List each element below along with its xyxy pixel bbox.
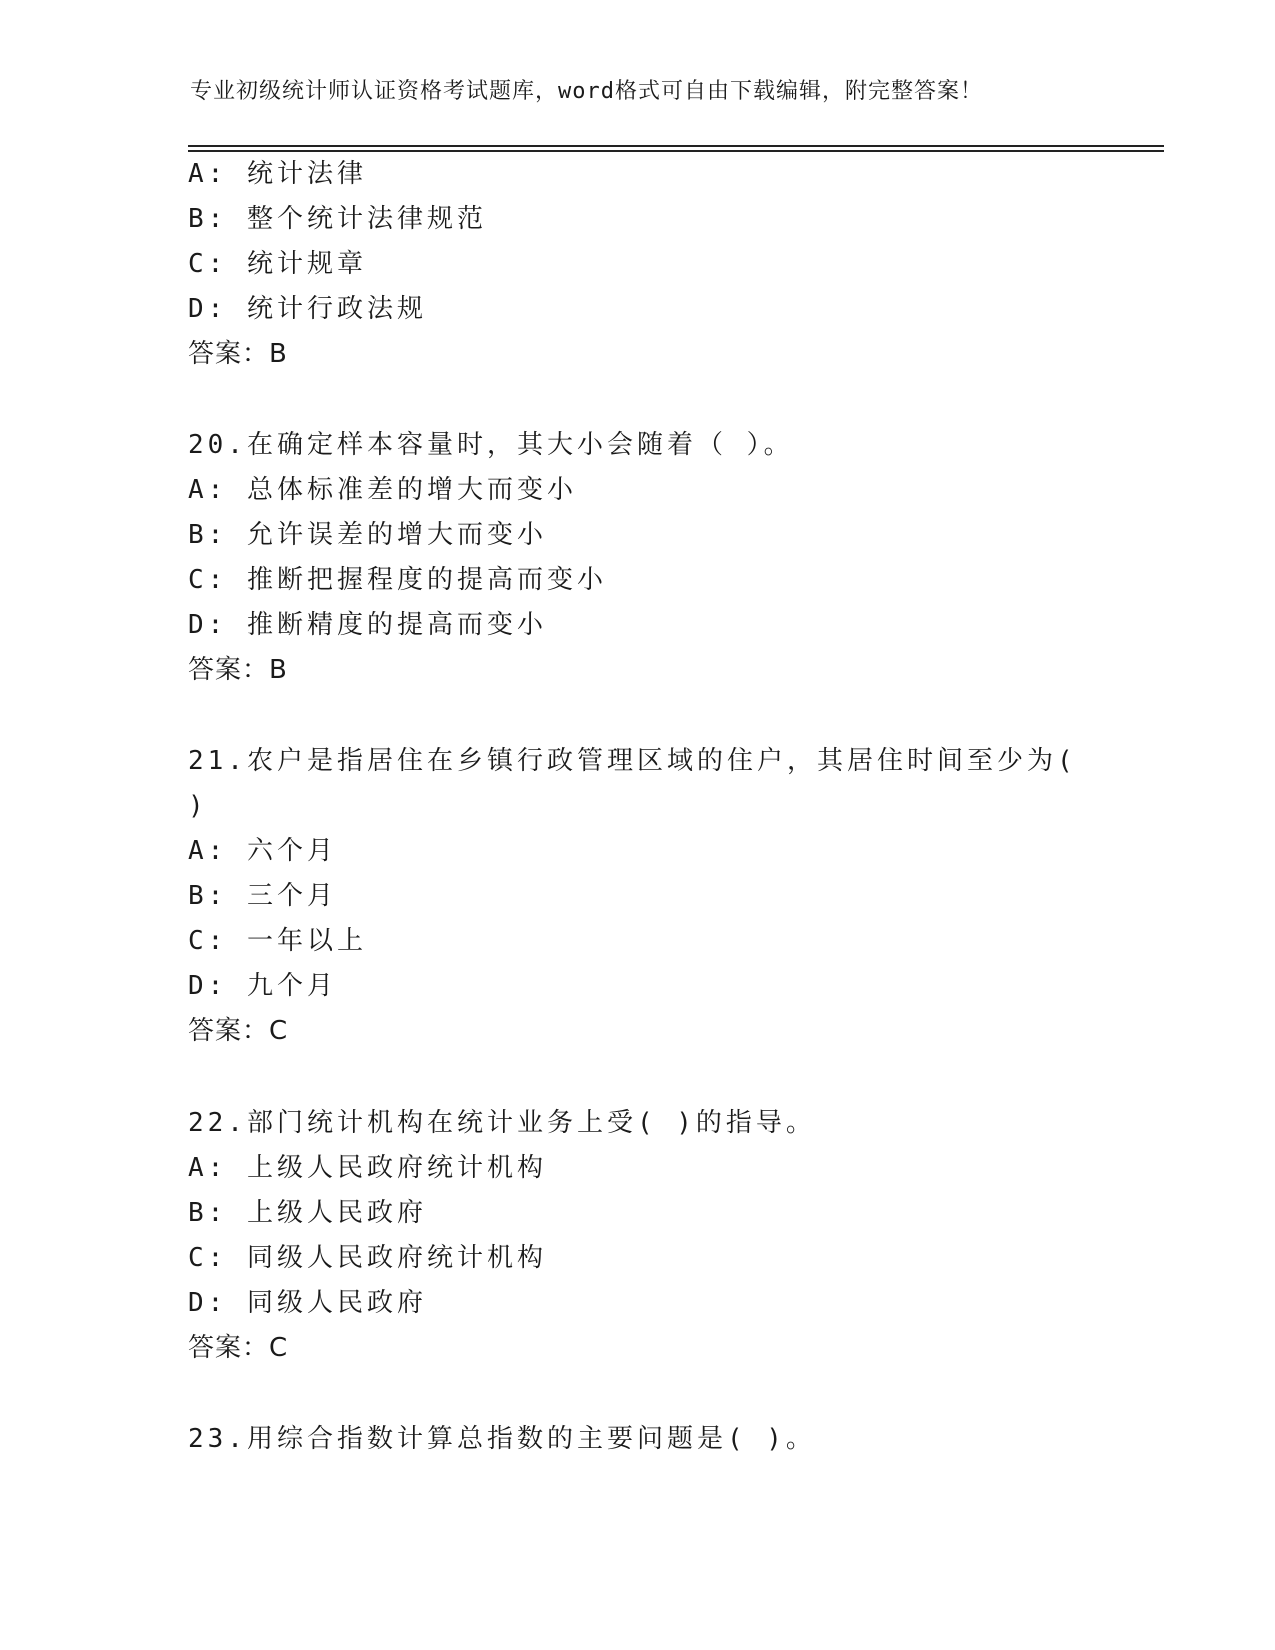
q21-option-a: A: 六个月 [188, 836, 337, 866]
q22-option-b: B: 上级人民政府 [188, 1198, 427, 1228]
q20-option-c: C: 推断把握程度的提高而变小 [188, 565, 607, 595]
header-rule-top [188, 145, 1164, 147]
q19-option-c: C: 统计规章 [188, 249, 367, 279]
q19-option-b: B: 整个统计法律规范 [188, 204, 487, 234]
q22-option-a: A: 上级人民政府统计机构 [188, 1153, 547, 1183]
q22-option-d: D: 同级人民政府 [188, 1288, 427, 1318]
q21-answer: 答案：C [188, 1016, 289, 1046]
q21-option-d: D: 九个月 [188, 971, 337, 1001]
page-header: 专业初级统计师认证资格考试题库，word格式可自由下载编辑，附完整答案！ [190, 79, 983, 104]
q20-option-b: B: 允许误差的增大而变小 [188, 520, 547, 550]
q19-answer: 答案：B [188, 339, 288, 369]
q22-stem: 22.部门统计机构在统计业务上受( )的指导。 [188, 1108, 816, 1138]
q21-option-b: B: 三个月 [188, 881, 337, 911]
q21-stem-line1: 21.农户是指居住在乡镇行政管理区域的住户，其居住时间至少为( [188, 746, 1077, 776]
q20-option-d: D: 推断精度的提高而变小 [188, 610, 547, 640]
q19-option-d: D: 统计行政法规 [188, 294, 427, 324]
q19-option-a: A: 统计法律 [188, 159, 367, 189]
q20-stem: 20.在确定样本容量时，其大小会随着（ ）。 [188, 430, 794, 460]
q21-option-c: C: 一年以上 [188, 926, 367, 956]
q23-stem: 23.用综合指数计算总指数的主要问题是( )。 [188, 1424, 816, 1454]
header-rule-bottom [188, 150, 1164, 152]
q20-answer: 答案：B [188, 655, 288, 685]
q20-option-a: A: 总体标准差的增大而变小 [188, 475, 577, 505]
q21-stem-line2: ) [188, 791, 208, 821]
q22-answer: 答案：C [188, 1333, 289, 1363]
q22-option-c: C: 同级人民政府统计机构 [188, 1243, 547, 1273]
